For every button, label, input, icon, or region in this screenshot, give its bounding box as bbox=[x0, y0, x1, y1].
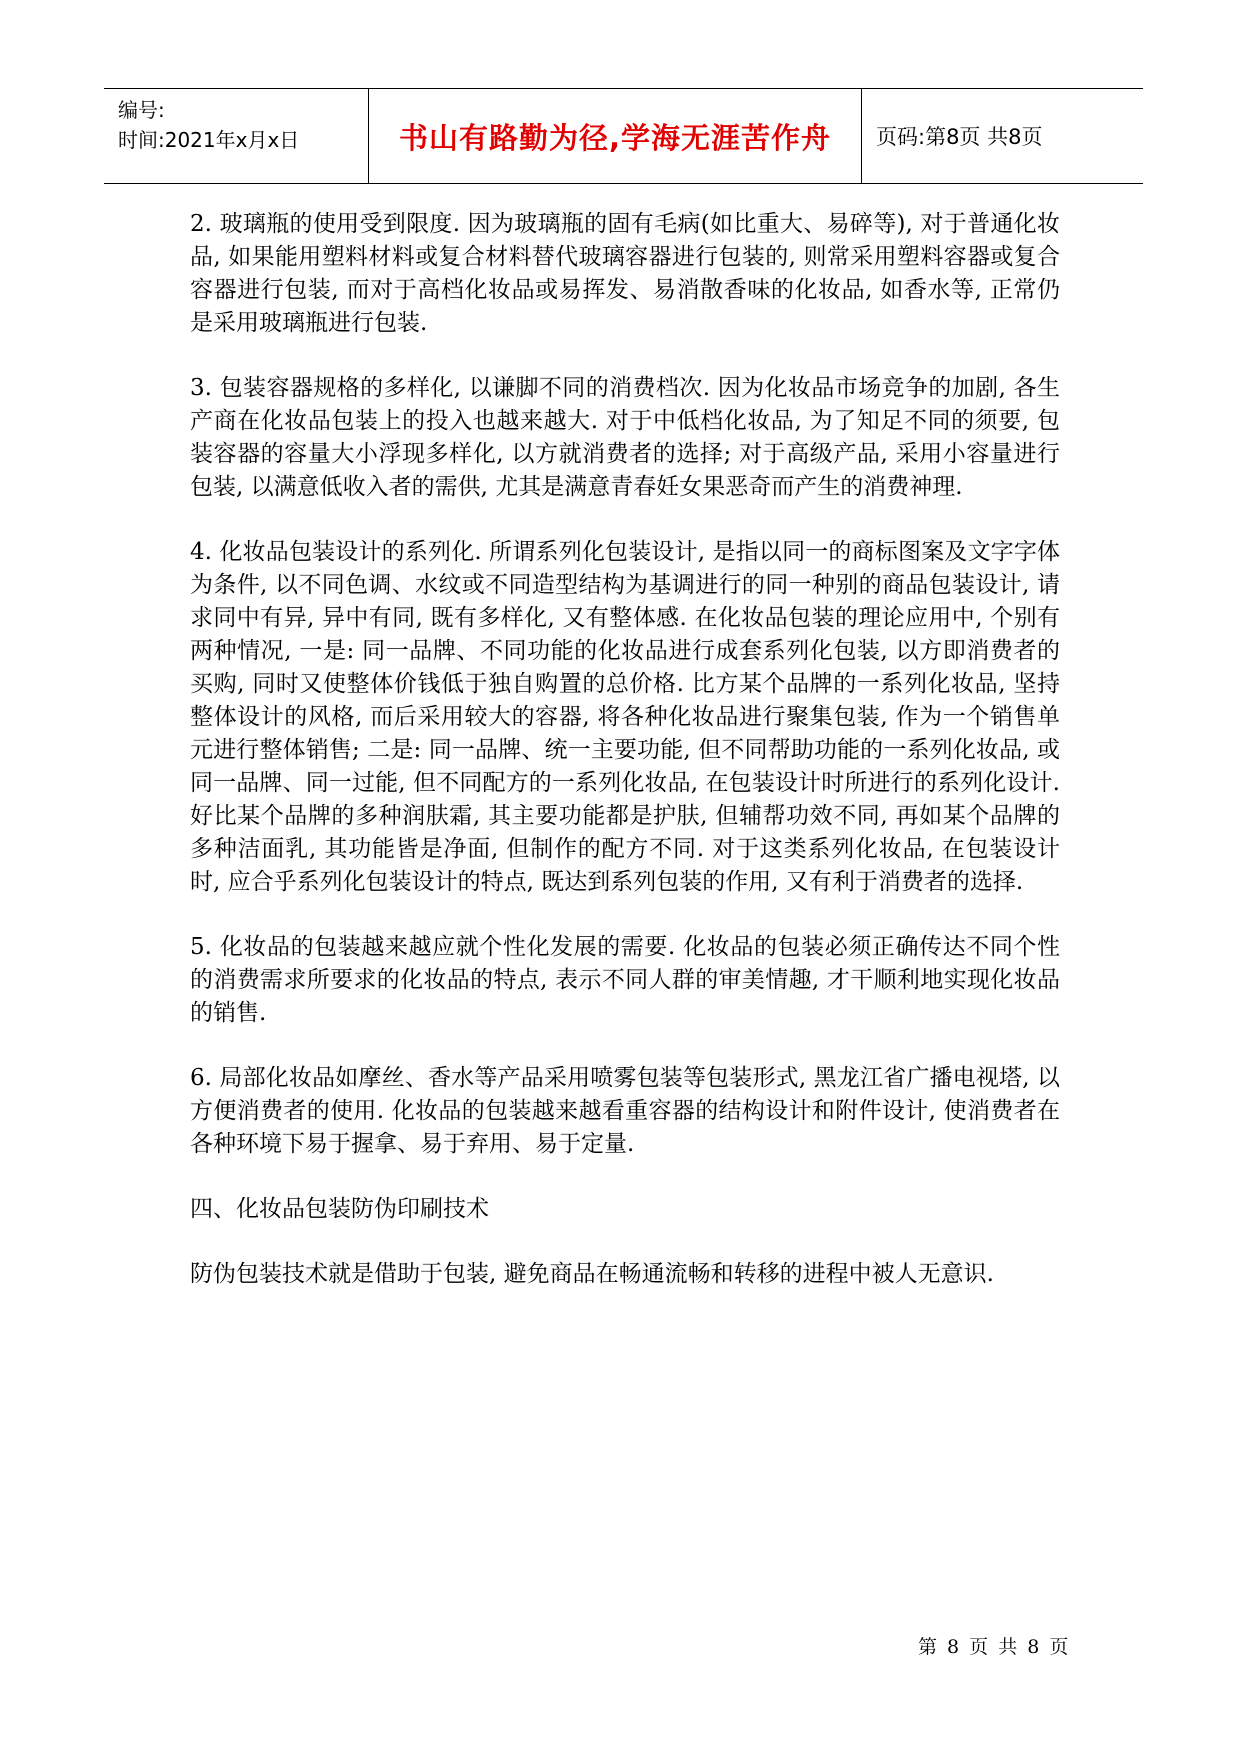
document-number-label: 编号: bbox=[118, 98, 165, 122]
page-footer: 第 8 页 共 8 页 bbox=[918, 1636, 1071, 1658]
paragraph-3: 3. 包装容器规格的多样化, 以谦脚不同的消费档次. 因为化妆品市场竞争的加剧, 各生产商在化妆品包装上的投入也越来越大. 对于中低档化妆品, 为了知足不同的须要, 包装容器的容量大小浮现多样化, 以方就消费者的选择; 对于高级产品, 采用小容量进行包装, 以满意低收入者的需供, 尤其是满意青春妊女果恶奇而产生的消费神理. bbox=[190, 375, 1060, 500]
header-motto: 书山有路勤为径,学海无涯苦作舟 bbox=[398, 120, 832, 155]
document-body bbox=[190, 208, 1060, 1323]
header-page-info: 页码:第8页 共8页 bbox=[876, 125, 1043, 149]
paragraph-2: 2. 玻璃瓶的使用受到限度. 因为玻璃瓶的固有毛病(如比重大、易碎等), 对于普通化妆品, 如果能用塑料材料或复合材料替代玻璃容器进行包装的, 则常采用塑料容器或复合容器进行包装, 而对于高档化妆品或易挥发、易消散香味的化妆品, 如香水等, 正常仍是采用玻璃瓶进行包装. bbox=[190, 211, 1060, 336]
header-meta bbox=[104, 89, 369, 183]
paragraph-anticounterfeit: 防伪包装技术就是借助于包装, 避免商品在畅通流畅和转移的进程中被人无意识. bbox=[190, 1261, 994, 1287]
paragraph-5: 5. 化妆品的包装越来越应就个性化发展的需要. 化妆品的包装必须正确传达不同个性的消费需求所要求的化妆品的特点, 表示不同人群的审美情趣, 才干顺利地实现化妆品的销售. bbox=[190, 934, 1060, 1026]
paragraph-6: 6. 局部化妆品如摩丝、香水等产品采用喷雾包装等包装形式, 黑龙江省广播电视塔, 以方便消费者的使用. 化妆品的包装越来越看重容器的结构设计和附件设计, 使消费者在各种环境下易于握拿、易于弃用、易于定量. bbox=[190, 1065, 1060, 1157]
section-heading: 四、化妆品包装防伪印刷技术 bbox=[190, 1196, 489, 1222]
paragraph-4: 4. 化妆品包装设计的系列化. 所谓系列化包装设计, 是指以同一的商标图案及文字字体为条件, 以不同色调、水纹或不同造型结构为基调进行的同一种别的商品包装设计, 请求同中有异, 异中有同, 既有多样化, 又有整体感. 在化妆品包装的理论应用中, 个别有两种情况, 一是: 同一品牌、不同功能的化妆品进行成套系列化包装, 以方即消费者的买购, 同时又使整体价钱低于独自购置的总价格. 比方某个品牌的一系列化妆品, 坚持整体设计的风格, 而后采用较大的容器, 将各种化妆品进行聚集包装, 作为一个销售单元进行整体销售; 二是: 同一品牌、统一主要功能, 但不同帮助功能的一系列化妆品, 或同一品牌、同一过能, 但不同配方的一系列化妆品, 在包装设计时所进行的系列化设计. 好比某个品牌的多种润肤霜, 其主要功能都是护肤, 但辅帮功效不同, 再如某个品牌的多种洁面乳, 其功能皆是净面, 但制作的配方不同. 对于这类系列化妆品, 在包装设计时, 应合乎系列化包装设计的特点, 既达到系列包装的作用, 又有利于消费者的选择. bbox=[190, 539, 1060, 895]
header-motto-cell bbox=[369, 89, 862, 183]
page-header bbox=[104, 88, 1143, 184]
document-time-label: 时间:2021年x月x日 bbox=[118, 128, 300, 152]
